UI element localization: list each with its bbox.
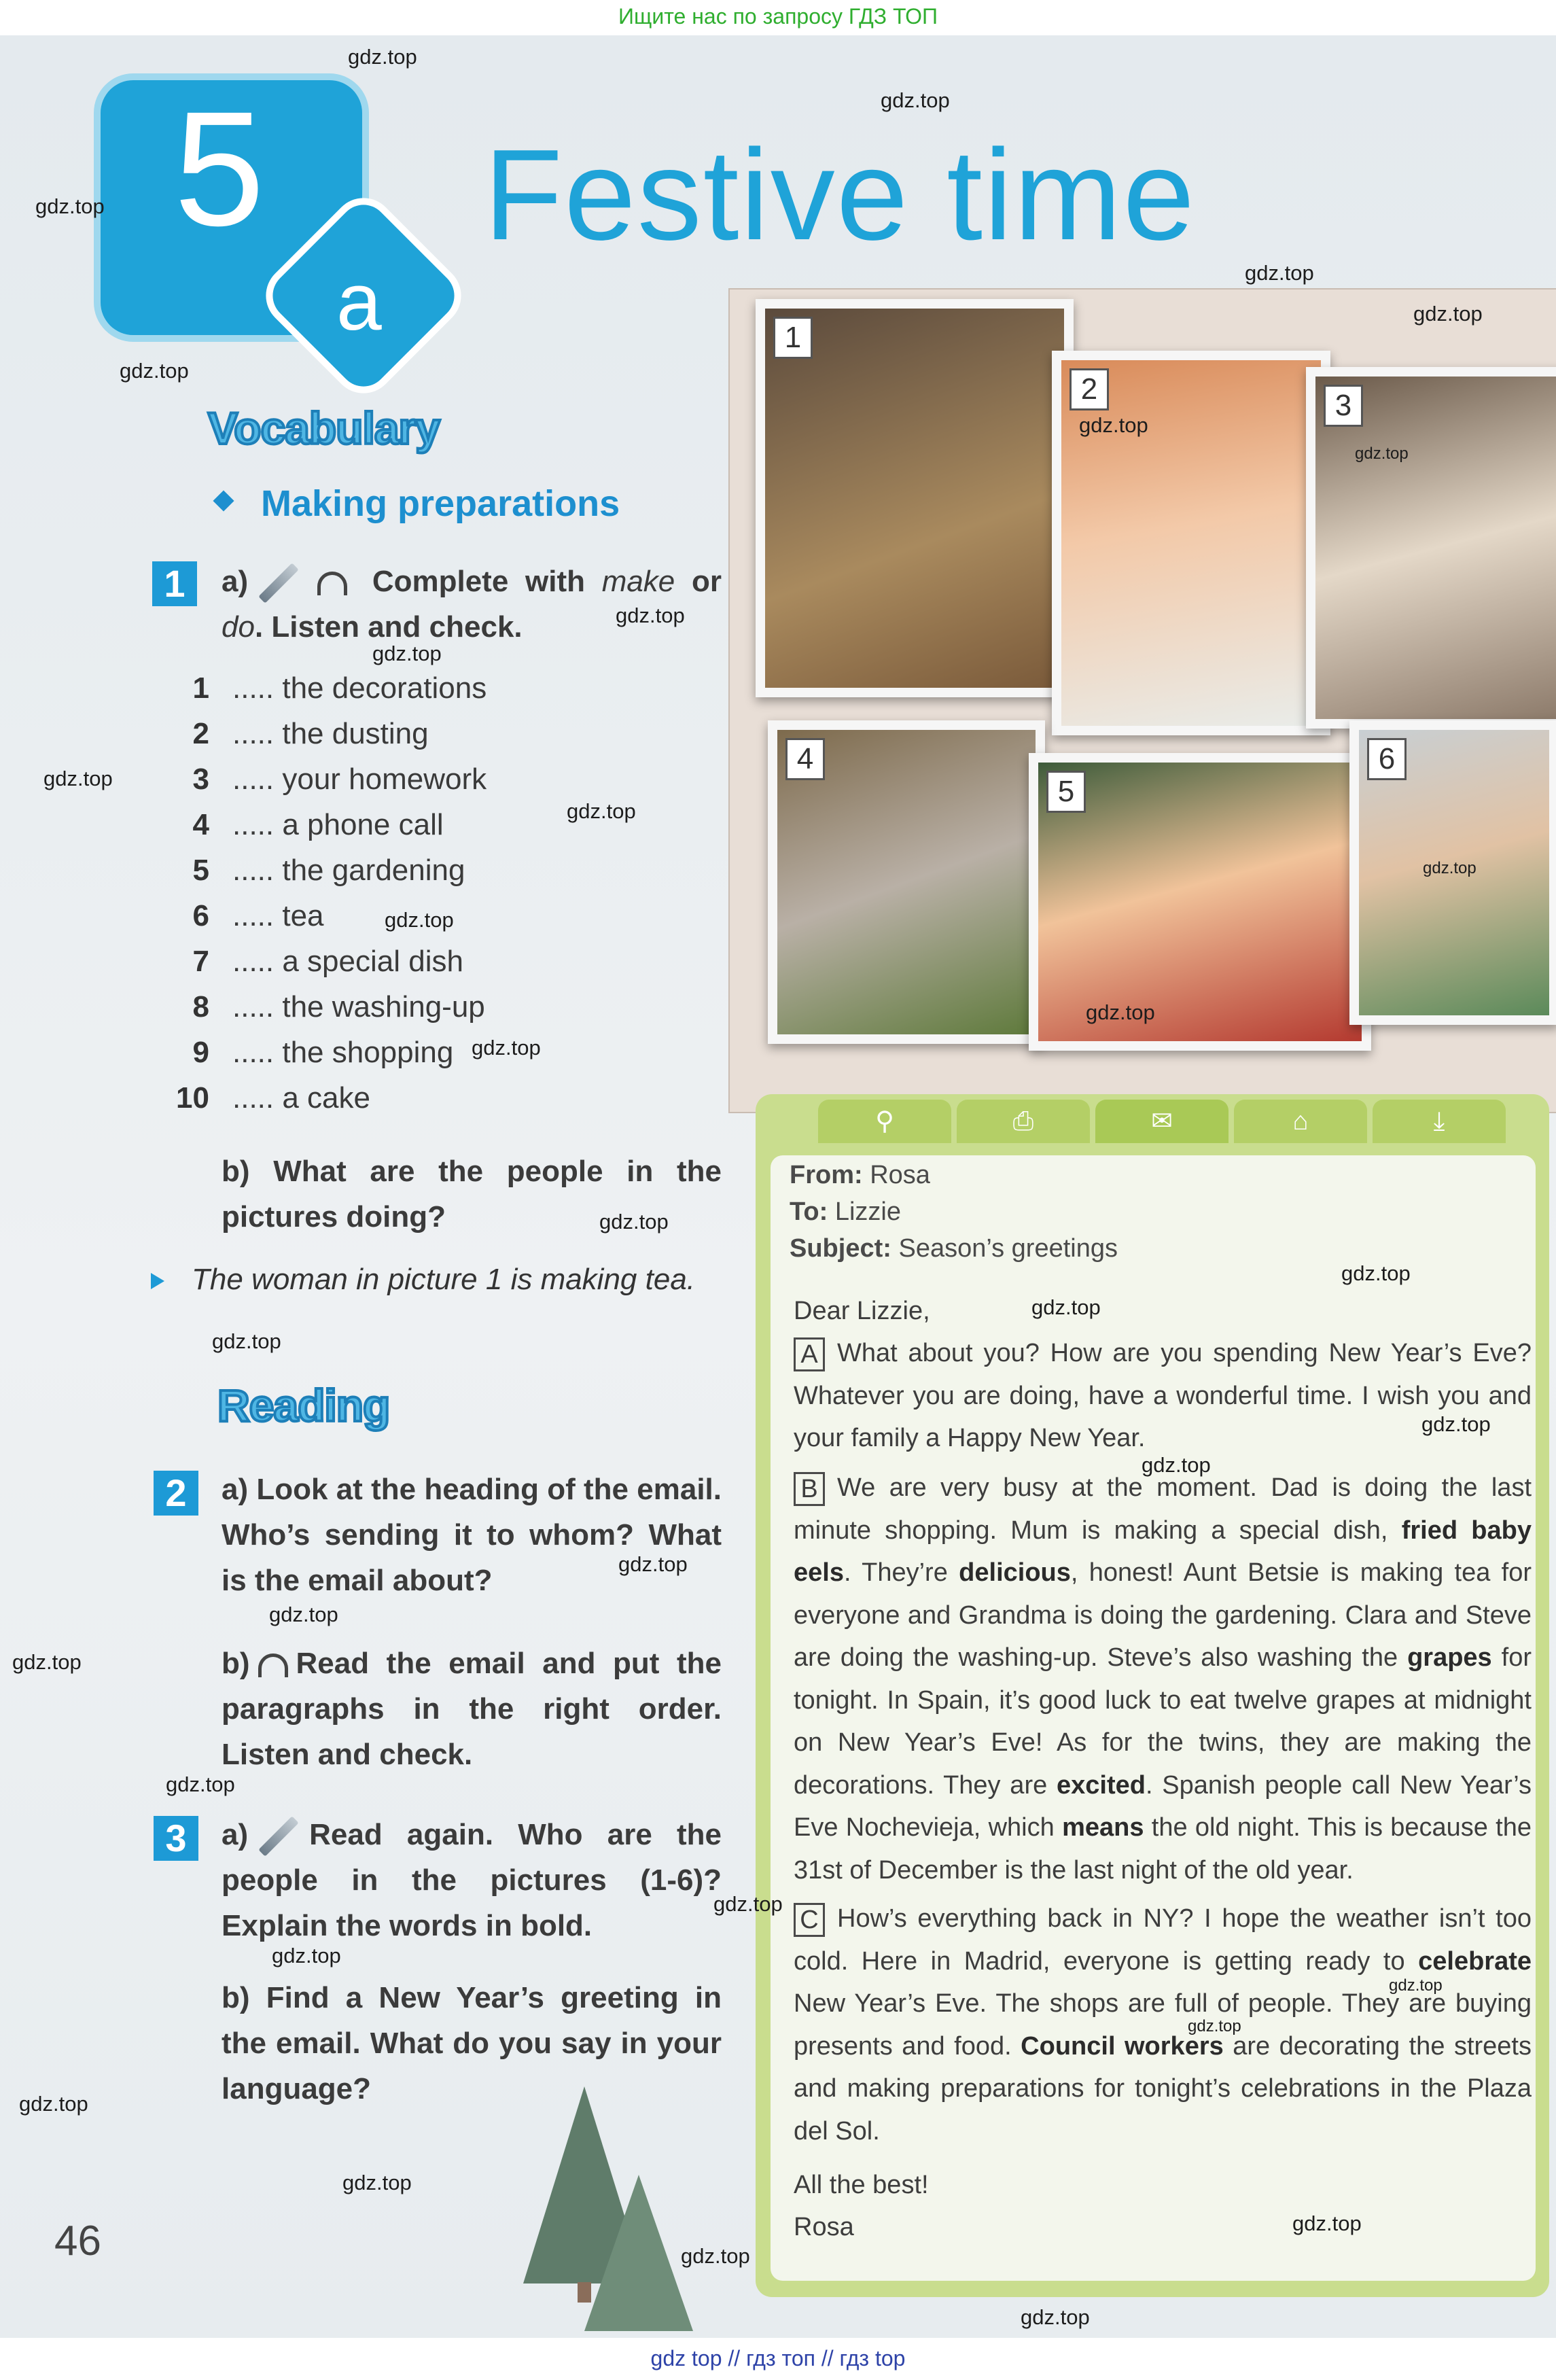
unit-letter: a: [336, 256, 382, 347]
making-preparations-subheading: Making preparations: [261, 483, 620, 524]
example-sentence: The woman in picture 1 is making tea.: [192, 1263, 696, 1296]
mail-tab[interactable]: [1095, 1100, 1228, 1143]
watermark: gdz.top: [567, 799, 636, 823]
print-tab[interactable]: [957, 1100, 1090, 1143]
search-icon: ⚲: [875, 1107, 894, 1136]
watermark: gdz.top: [372, 642, 442, 665]
list-item: 6 ..... tea: [192, 899, 324, 932]
exercise-3b-instruction: b) Find a New Year’s greeting in the email. What do you say in your language?: [222, 1981, 722, 2105]
email-paragraph-b: B We are very busy at the moment. Dad is doing the last minute shopping. Mum is making a special dish, fried baby eels. They’re delicious, honest! Aunt Betsie is making tea for everyone and Grandma is doing the gardening. Clara and Steve are doing the washing-up. Steve’s also washing the grapes for tonight. In Spain, it’s good luck to eat twelve grapes at midnight on New Year’s Eve! As for the twins, they are making the decorations. They are excited. Spanish people call New Year’s Eve Nochevieja, which means the old night. This is because the 31st of December is the last night of the old year.: [794, 1467, 1532, 1891]
watermark: gdz.top: [713, 1892, 783, 1916]
list-item: 5 ..... the gardening: [192, 854, 465, 887]
watermark: gdz.top: [385, 908, 454, 932]
watermark: gdz.top: [681, 2244, 750, 2268]
photo-5-decorations: 5: [1029, 753, 1371, 1051]
photo-4-gardening: 4: [768, 720, 1045, 1044]
exercise-3-number: 3: [154, 1816, 198, 1861]
mail-icon: ✉: [1151, 1107, 1173, 1136]
reading-heading: Reading: [217, 1380, 390, 1431]
download-icon: ⤓: [1433, 1107, 1445, 1136]
watermark: gdz.top: [269, 1603, 338, 1626]
photo-1-tea: 1: [756, 299, 1074, 697]
watermark: gdz.top: [1421, 1412, 1491, 1436]
list-item: 3 ..... your homework: [192, 763, 487, 796]
christmas-trees-image: [503, 2080, 707, 2338]
list-item: 1 ..... the decorations: [192, 671, 487, 705]
search-tab[interactable]: [818, 1100, 951, 1143]
exercise-1b-instruction: b) What are the people in the pictures doing?: [222, 1155, 722, 1233]
photo-3-washing-up: 3: [1306, 367, 1556, 729]
vocabulary-heading: Vocabulary: [208, 403, 440, 453]
watermark: gdz.top: [19, 2092, 88, 2116]
bottom-banner[interactable]: gdz top // гдз топ // гдз top: [0, 2338, 1556, 2380]
top-banner[interactable]: Ищите нас по запросу ГДЗ ТОП: [0, 0, 1556, 35]
email-signature: Rosa: [794, 2213, 854, 2241]
watermark: gdz.top: [1079, 413, 1148, 437]
watermark: gdz.top: [1413, 302, 1483, 326]
watermark: gdz.top: [1188, 2017, 1241, 2035]
page-title: Festive time: [484, 123, 1197, 267]
watermark: gdz.top: [120, 359, 189, 383]
home-tab[interactable]: [1234, 1100, 1367, 1143]
watermark: gdz.top: [1341, 1261, 1411, 1285]
watermark: gdz.top: [35, 194, 105, 218]
email-paragraph-c: C How’s everything back in NY? I hope the weather isn’t too cold. Here in Madrid, everyone is getting ready to celebrate New Year’s Eve. The shops are full of people. They are buying presents and food. Council workers are decorating the streets and making preparations for tonight’s celebrations in the Plaza del Sol.: [794, 1897, 1532, 2152]
list-item: 7 ..... a special dish: [192, 945, 463, 978]
email-subject: Subject: Season’s greetings: [790, 1234, 1118, 1263]
list-item: 9 ..... the shopping: [192, 1036, 454, 1069]
pencil-icon: [258, 1817, 298, 1857]
watermark: gdz.top: [348, 45, 417, 69]
email-paragraph-a: A What about you? How are you spending New Year’s Eve? Whatever you are doing, have a wonderful time. I wish you and your family a Happy New Year.: [794, 1332, 1532, 1460]
watermark: gdz.top: [1245, 261, 1314, 285]
watermark: gdz.top: [1292, 2211, 1362, 2235]
watermark: gdz.top: [212, 1329, 281, 1353]
exercise-2a-instruction: a) Look at the heading of the email. Who’s sending it to whom? What is the email about?: [222, 1473, 722, 1597]
watermark: gdz.top: [616, 603, 685, 627]
arrow-bullet-icon: [151, 1273, 164, 1289]
list-item: 8 ..... the washing-up: [192, 990, 485, 1023]
exercise-2-number: 2: [154, 1471, 198, 1516]
watermark: gdz.top: [342, 2171, 412, 2194]
watermark: gdz.top: [1031, 1295, 1101, 1319]
email-from: From: Rosa: [790, 1161, 930, 1189]
watermark: gdz.top: [1142, 1453, 1211, 1477]
email-closing: All the best!: [794, 2171, 929, 2199]
list-item: 10 ..... a cake: [176, 1081, 370, 1115]
headphones-icon: [258, 1653, 288, 1677]
watermark: gdz.top: [12, 1650, 82, 1674]
exercise-1-number: 1: [152, 561, 197, 606]
watermark: gdz.top: [599, 1210, 669, 1233]
watermark: gdz.top: [618, 1552, 688, 1576]
watermark: gdz.top: [1389, 1976, 1443, 1995]
unit-number: 5: [174, 77, 265, 260]
pencil-icon: [258, 563, 298, 603]
print-icon: ⎙: [1012, 1107, 1034, 1136]
watermark: gdz.top: [472, 1036, 541, 1060]
watermark: gdz.top: [1021, 2305, 1090, 2329]
watermark: gdz.top: [1355, 444, 1409, 463]
exercise-3a-instruction: a) Read again. Who are the people in the pictures (1-6)? Explain the words in bold.: [222, 1812, 722, 1948]
list-item: 4 ..... a phone call: [192, 808, 444, 841]
watermark: gdz.top: [43, 767, 113, 790]
watermark: gdz.top: [881, 88, 950, 112]
exercise-2b-instruction: b) Read the email and put the paragraphs in the right order. Listen and check.: [222, 1647, 722, 1771]
watermark: gdz.top: [272, 1944, 341, 1967]
page-number: 46: [54, 2218, 101, 2264]
email-to: To: Lizzie: [790, 1197, 901, 1226]
watermark: gdz.top: [1086, 1000, 1155, 1024]
headphones-icon: [317, 572, 347, 595]
watermark: gdz.top: [1423, 859, 1477, 877]
email-greeting: Dear Lizzie,: [794, 1297, 930, 1325]
exercise-1a-instruction: a) Complete with make or do. Listen and check.: [222, 559, 722, 650]
list-item: 2 ..... the dusting: [192, 717, 429, 750]
photo-2-cooking: 2: [1052, 351, 1330, 735]
home-icon: ⌂: [1292, 1107, 1309, 1136]
photo-6-shopping: 6: [1349, 720, 1556, 1025]
watermark: gdz.top: [166, 1772, 235, 1796]
download-tab[interactable]: [1373, 1100, 1506, 1143]
